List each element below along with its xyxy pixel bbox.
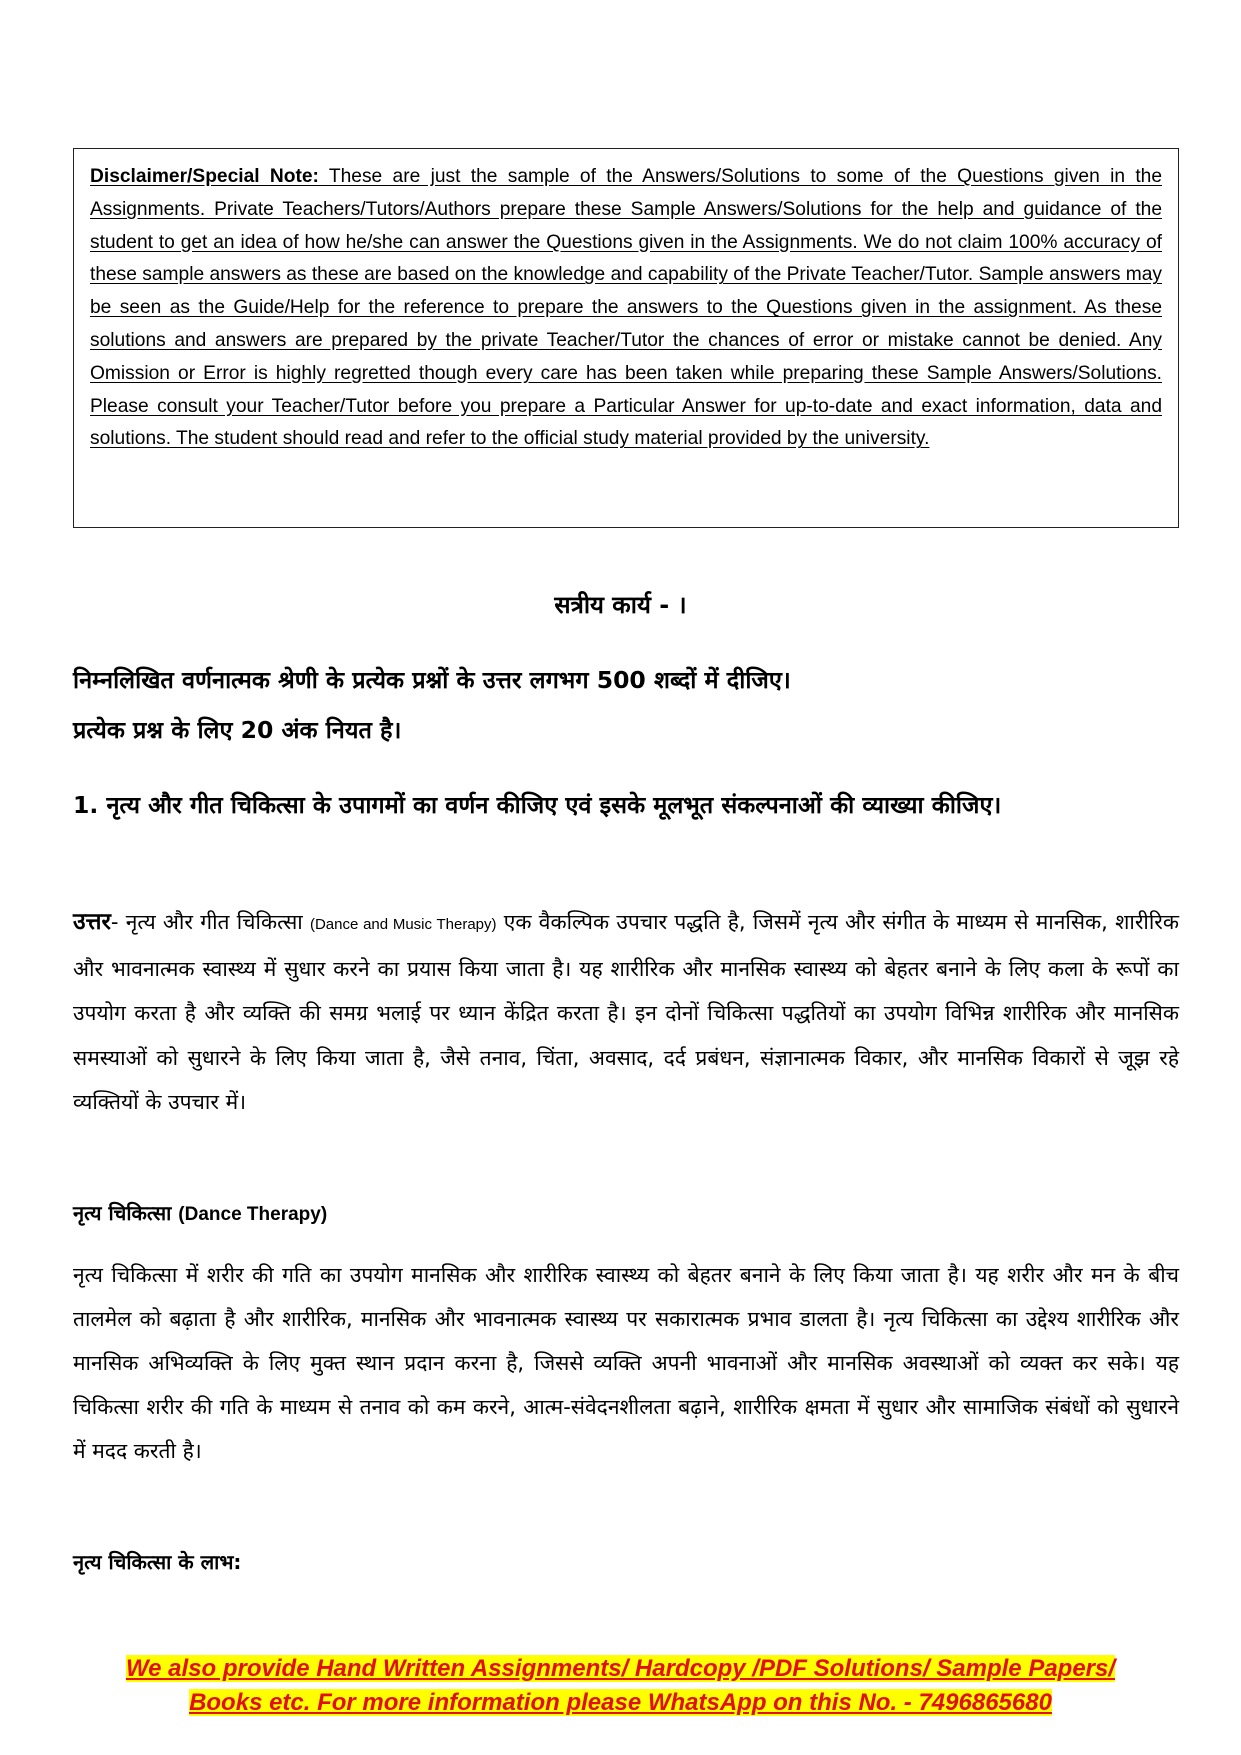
dance-therapy-heading-hindi: नृत्य चिकित्सा xyxy=(73,1201,172,1225)
promo-line-1: We also provide Hand Written Assignments/ Hardcopy /PDF Solutions/ Sample Papers/ xyxy=(125,1655,1116,1682)
disclaimer-text: These are just the sample of the Answers/Solutions to some of the Questions given in the Assignments. Private Teachers/Tutors/Authors prepare these Sample Answers/Solutions for the help and guidance of the student to get an idea of how he/she can answer the Questions given in the Assignments. We do not claim 100% accuracy of these sample answers as these are based on the knowledge and capability of the Private Teacher/Tutor. Sample answers may be seen as the Guide/Help for the reference to prepare the answers to the Questions given in the assignment. As these solutions and answers are prepared by the private Teacher/Tutor the chances of error or mistake cannot be denied. Any Omission or Error is highly regretted though every care has been taken while preparing these Sample Answers/Solutions. Please consult your Teacher/Tutor before you prepare a Particular Answer for up-to-date and exact information, data and solutions. The student should read and refer to the official study material provided by the university. xyxy=(90,166,1162,450)
dance-therapy-heading xyxy=(73,1199,327,1226)
answer-lead: उत्तर xyxy=(73,909,111,935)
section-title: सत्रीय कार्य - । xyxy=(554,591,687,619)
instruction-line-1: निम्नलिखित वर्णनात्मक श्रेणी के प्रत्येक प्रश्नों के उत्तर लगभग 500 शब्दों में दीजिए। xyxy=(73,666,791,694)
answer-part-1: - नृत्य और गीत चिकित्सा xyxy=(110,910,310,934)
answer-english-term: (Dance and Music Therapy) xyxy=(309,916,497,933)
dance-therapy-paragraph: नृत्य चिकित्सा में शरीर की गति का उपयोग मानसिक और शारीरिक स्वास्थ्य को बेहतर बनाने के लिए किया जाता है। यह शरीर और मन के बीच तालमेल को बढ़ाता है और शारीरिक, मानसिक और भावनात्मक स्वास्थ्य पर सकारात्मक प्रभाव डालता है। नृत्य चिकित्सा का उद्देश्य शारीरिक और मानसिक अभिव्यक्ति के लिए मुक्त स्थान प्रदान करना है, जिससे व्यक्ति अपनी भावनाओं और मानसिक अवस्थाओं को व्यक्त कर सके। यह चिकित्सा शरीर की गति के माध्यम से तनाव को कम करने, आत्म-संवेदनशीलता बढ़ाने, शारीरिक क्षमता में सुधार और सामाजिक संबंधों को सुधारने में मदद करती है। xyxy=(73,1263,1179,1463)
answer-part-2: एक वैकल्पिक उपचार पद्धति है, जिसमें नृत्य और संगीत के माध्यम से मानसिक, शारीरिक और भावनात्मक स्वास्थ्य में सुधार करने का प्रयास किया जाता है। यह शारीरिक और मानसिक स्वास्थ्य को बेहतर बनाने के लिए कला के रूपों का उपयोग करता है और व्यक्ति की समग्र भलाई पर ध्यान केंद्रित करता है। इन दोनों चिकित्सा पद्धतियों का उपयोग विभिन्न शारीरिक और मानसिक समस्याओं को सुधारने के लिए किया जाता है, जैसे तनाव, चिंता, अवसाद, दर्द प्रबंधन, संज्ञानात्मक विकार, और मानसिक विकारों से जूझ रहे व्यक्तियों के उपचार में। xyxy=(73,910,1179,1114)
promo-banner xyxy=(0,1652,1241,1720)
dance-therapy-benefits-heading: नृत्य चिकित्सा के लाभ: xyxy=(73,1550,242,1574)
instruction-line-2: प्रत्येक प्रश्न के लिए 20 अंक नियत है। xyxy=(73,716,402,744)
promo-line-2: Books etc. For more information please WhatsApp on this No. - 7496865680 xyxy=(189,1689,1052,1716)
question-1: 1. नृत्य और गीत चिकित्सा के उपागमों का वर्णन कीजिए एवं इसके मूलभूत संकल्पनाओं की व्याख्या कीजिए। xyxy=(73,791,1002,819)
answer-paragraph xyxy=(73,900,1179,1124)
disclaimer-lead: Disclaimer/Special Note: xyxy=(90,166,319,187)
disclaimer-box xyxy=(73,148,1179,528)
dance-therapy-heading-english: (Dance Therapy) xyxy=(178,1204,328,1225)
instructions xyxy=(73,655,1179,755)
